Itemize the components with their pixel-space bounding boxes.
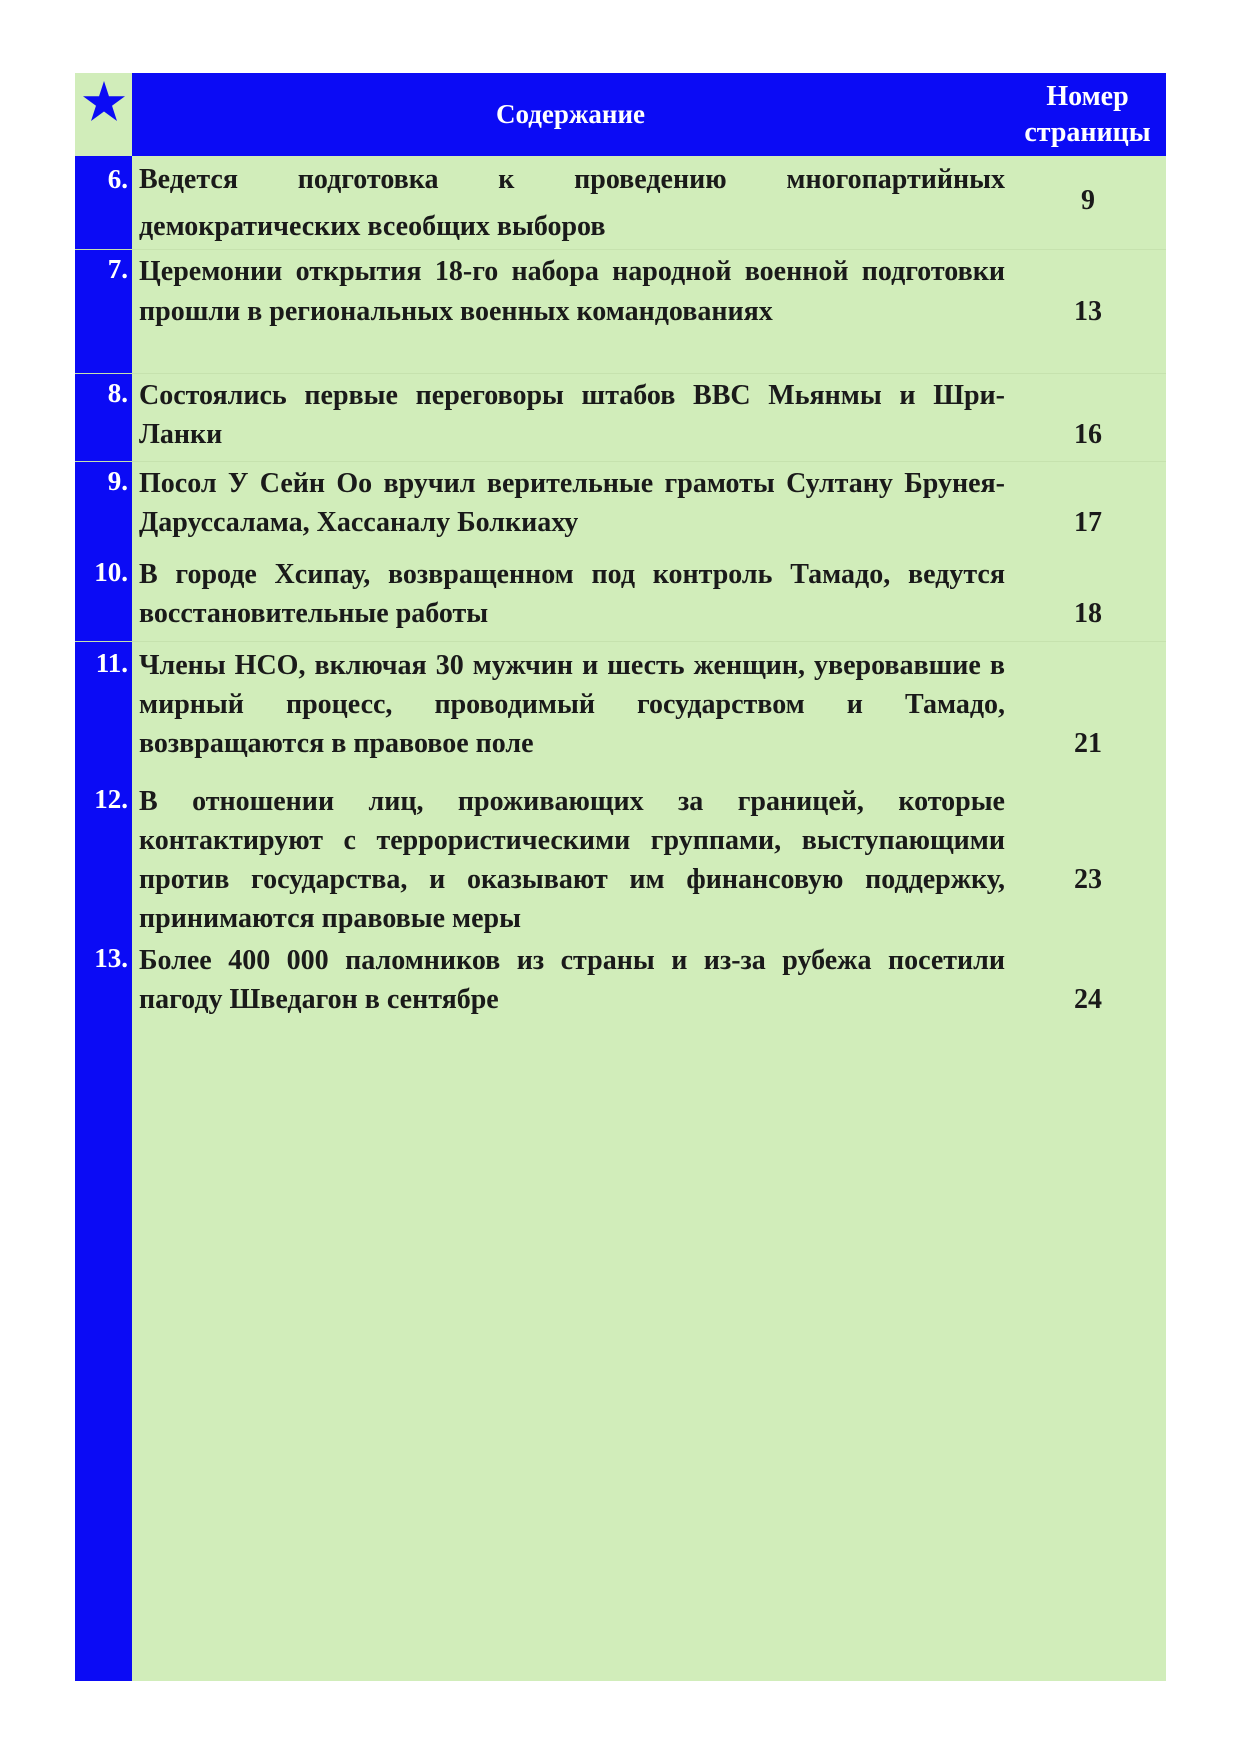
- entry-number: 11.: [95, 648, 128, 678]
- toc-entry[interactable]: [75, 461, 1166, 551]
- entry-number: 12.: [94, 784, 128, 814]
- entry-title: Состоялись первые переговоры штабов ВВС Мьянмы и Шри-Ланки: [139, 380, 1005, 450]
- toc-entry[interactable]: [75, 550, 1166, 641]
- entry-page: 9: [1081, 185, 1095, 216]
- entry-page: 24: [1074, 984, 1102, 1015]
- entry-title: В отношении лиц, проживающих за границей, которые контактируют с террористическими группами, выступающими против государства, и оказывают им финансовую поддержку, принимаются правовые меры: [139, 786, 1005, 934]
- toc-entry[interactable]: [75, 373, 1166, 462]
- toc-entry[interactable]: [75, 249, 1166, 374]
- entry-page: 23: [1074, 864, 1102, 895]
- entry-page: 18: [1074, 598, 1102, 629]
- entry-title: Более 400 000 паломников из страны и из-за рубежа посетили пагоду Шведагон в сентябре: [139, 945, 1005, 1015]
- entry-number: 10.: [94, 557, 128, 587]
- entry-title: В городе Хсипау, возвращенном под контроль Тамадо, ведутся восстановительные работы: [139, 559, 1005, 629]
- toc-entry[interactable]: [75, 156, 1166, 249]
- entry-page: 21: [1074, 728, 1102, 759]
- toc-title: Содержание: [495, 99, 646, 129]
- entry-page: 17: [1074, 507, 1102, 538]
- entry-number: 6.: [107, 164, 128, 194]
- toc-header: [132, 73, 1166, 156]
- page-number-header-line1: Номер: [1046, 80, 1129, 112]
- entry-page: 13: [1074, 296, 1102, 327]
- entry-number: 9.: [107, 466, 128, 496]
- toc-entry[interactable]: [75, 641, 1166, 778]
- entry-number: 8.: [107, 378, 128, 408]
- star-icon: [83, 81, 125, 121]
- page-number-header-line2: страницы: [1024, 116, 1151, 148]
- entry-title: Ведется подготовка к проведению многопартийных демократических всеобщих выборов: [139, 164, 1005, 242]
- entry-title: Посол У Сейн Оо вручил верительные грамоты Султану Брунея-Даруссалама, Хассаналу Болкиаху: [139, 468, 1005, 538]
- entry-title: Церемонии открытия 18-го набора народной военной подготовки прошли в региональных военных командованиях: [139, 256, 1005, 327]
- toc-entry[interactable]: [75, 937, 1166, 1037]
- table-of-contents: [75, 73, 1166, 1681]
- entry-number: 7.: [107, 254, 128, 284]
- entry-page: 16: [1074, 419, 1102, 450]
- toc-entry[interactable]: [75, 777, 1166, 937]
- page-number-header: [1009, 73, 1166, 156]
- entry-title: Члены НСО, включая 30 мужчин и шесть женщин, уверовавшие в мирный процесс, проводимый государством и Тамадо, возвращаются в правовое поле: [139, 650, 1005, 759]
- entry-number: 13.: [94, 943, 128, 973]
- star-cell: [75, 73, 132, 156]
